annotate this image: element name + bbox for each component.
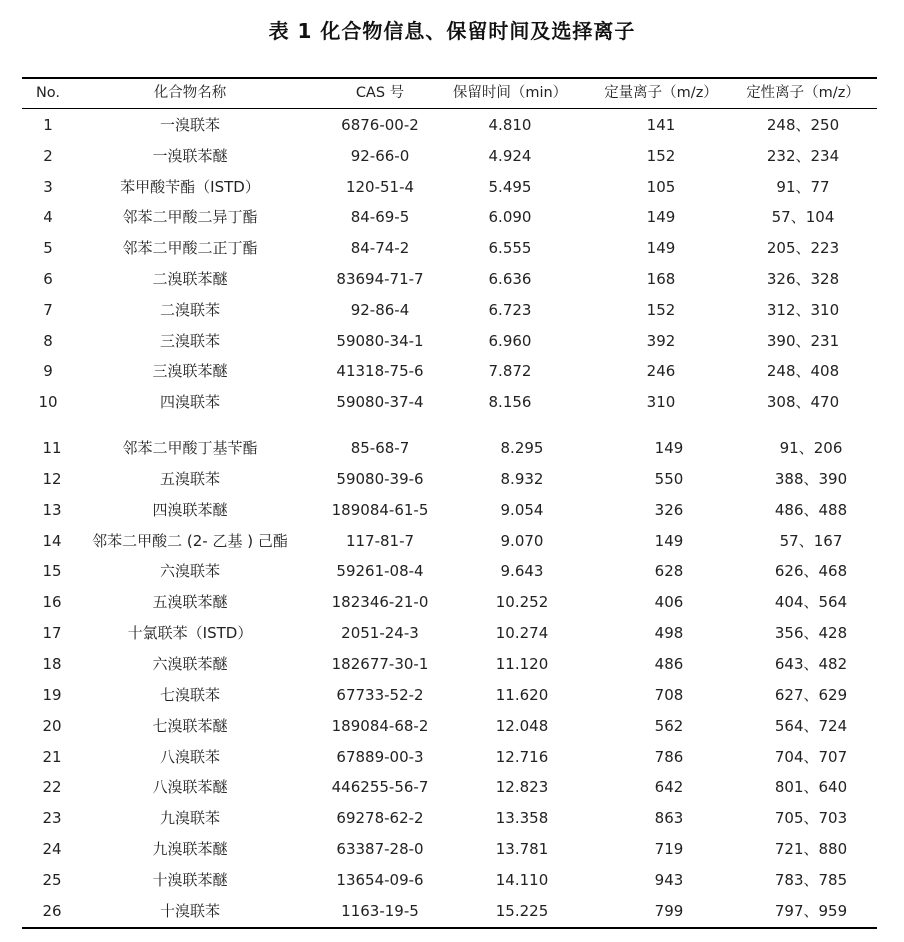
cell-quantifier-ion: 310 [646, 393, 676, 412]
cell-retention-time: 10.252 [495, 593, 549, 612]
cell-retention-time: 6.960 [488, 331, 532, 350]
cell-retention-time: 8.932 [500, 469, 544, 488]
cell-quantifier-ion: 149 [654, 439, 684, 457]
cell-quantifier-ion: 708 [654, 685, 684, 704]
cell-cas-number: 117-81-7 [345, 531, 415, 550]
cell-no: 10 [38, 393, 58, 412]
cell-compound-name: 三溴联苯 [159, 331, 220, 350]
cell-retention-time: 14.110 [495, 870, 549, 889]
cell-no: 13 [42, 500, 62, 519]
cell-no: 23 [42, 809, 62, 828]
cell-quantifier-ion: 550 [654, 469, 684, 488]
cell-compound-name: 八溴联苯醚 [152, 778, 228, 797]
table-row [0, 680, 904, 710]
cell-qualifier-ions: 205、223 [766, 239, 840, 258]
cell-retention-time: 12.048 [495, 716, 549, 735]
cell-compound-name: 九溴联苯 [159, 809, 220, 828]
cell-compound-name: 五溴联苯 [159, 469, 220, 488]
cell-compound-name: 十氯联苯（ISTD） [127, 624, 253, 643]
cell-cas-number: 67733-52-2 [336, 685, 424, 704]
table-row [0, 326, 904, 356]
cell-qualifier-ions: 783、785 [774, 870, 848, 889]
cell-quantifier-ion: 326 [654, 500, 684, 519]
cell-compound-name: 一溴联苯醚 [152, 146, 228, 165]
cell-qualifier-ions: 326、328 [766, 270, 840, 288]
cell-no: 6 [43, 270, 53, 288]
header-retention-time: 保留时间（min） [452, 85, 568, 101]
cell-qualifier-ions: 91、206 [779, 439, 843, 457]
cell-cas-number: 84-74-2 [350, 239, 410, 258]
cell-cas-number: 59080-39-6 [336, 469, 424, 488]
table-bottom-rule [22, 927, 877, 929]
cell-quantifier-ion: 642 [654, 778, 684, 797]
cell-compound-name: 三溴联苯醚 [152, 362, 228, 381]
table-row [0, 526, 904, 556]
cell-compound-name: 邻苯二甲酸丁基苄酯 [122, 439, 258, 457]
table-row [0, 110, 904, 140]
cell-compound-name: 六溴联苯 [159, 562, 220, 581]
cell-retention-time: 11.120 [495, 654, 549, 673]
cell-qualifier-ions: 404、564 [774, 593, 848, 612]
cell-cas-number: 92-66-0 [350, 146, 410, 165]
cell-qualifier-ions: 308、470 [766, 393, 840, 412]
table-row [0, 495, 904, 525]
cell-no: 21 [42, 747, 62, 766]
table-row [0, 172, 904, 202]
cell-no: 9 [43, 362, 53, 381]
cell-qualifier-ions: 248、250 [766, 116, 840, 134]
cell-compound-name: 二溴联苯 [159, 300, 220, 319]
table-row [0, 772, 904, 802]
cell-no: 24 [42, 840, 62, 859]
cell-cas-number: 189084-61-5 [331, 500, 429, 519]
cell-retention-time: 13.781 [495, 840, 549, 859]
cell-no: 8 [43, 331, 53, 350]
header-qualifier-ions: 定性离子（m/z） [746, 85, 860, 101]
cell-compound-name: 八溴联苯 [159, 747, 220, 766]
cell-compound-name: 十溴联苯醚 [152, 870, 228, 889]
table-row [0, 387, 904, 417]
header-cas-number: CAS 号 [355, 85, 405, 101]
cell-retention-time: 10.274 [495, 624, 549, 643]
cell-compound-name: 邻苯二甲酸二正丁酯 [122, 239, 258, 258]
table-row [0, 896, 904, 926]
table-row [0, 202, 904, 232]
cell-quantifier-ion: 149 [646, 208, 676, 227]
cell-no: 2 [43, 146, 53, 165]
cell-cas-number: 1163-19-5 [341, 901, 419, 920]
cell-retention-time: 7.872 [488, 362, 532, 381]
cell-compound-name: 邻苯二甲酸二 (2- 乙基 ) 己酯 [92, 531, 288, 550]
table-row [0, 433, 904, 463]
cell-no: 22 [42, 778, 62, 797]
cell-qualifier-ions: 91、77 [776, 177, 830, 196]
cell-cas-number: 85-68-7 [350, 439, 410, 457]
table-row [0, 464, 904, 494]
cell-quantifier-ion: 628 [654, 562, 684, 581]
cell-qualifier-ions: 564、724 [774, 716, 848, 735]
cell-quantifier-ion: 392 [646, 331, 676, 350]
cell-retention-time: 5.495 [488, 177, 532, 196]
cell-cas-number: 83694-71-7 [336, 270, 424, 288]
cell-no: 15 [42, 562, 62, 581]
cell-quantifier-ion: 486 [654, 654, 684, 673]
cell-retention-time: 4.810 [488, 116, 532, 134]
cell-no: 11 [42, 439, 62, 457]
cell-cas-number: 67889-00-3 [336, 747, 424, 766]
cell-retention-time: 9.070 [500, 531, 544, 550]
cell-no: 26 [42, 901, 62, 920]
cell-quantifier-ion: 562 [654, 716, 684, 735]
cell-retention-time: 6.636 [488, 270, 532, 288]
cell-compound-name: 二溴联苯醚 [152, 270, 228, 288]
cell-cas-number: 120-51-4 [345, 177, 415, 196]
cell-quantifier-ion: 152 [646, 300, 676, 319]
cell-cas-number: 59080-37-4 [336, 393, 424, 412]
cell-no: 17 [42, 624, 62, 643]
cell-quantifier-ion: 406 [654, 593, 684, 612]
cell-compound-name: 六溴联苯醚 [152, 654, 228, 673]
table-title: 表 1 化合物信息、保留时间及选择离子 [268, 19, 636, 43]
table-row [0, 834, 904, 864]
header-quantifier-ion: 定量离子（m/z） [604, 85, 718, 101]
cell-retention-time: 12.716 [495, 747, 549, 766]
cell-retention-time: 15.225 [495, 901, 549, 920]
cell-retention-time: 6.555 [488, 239, 532, 258]
cell-quantifier-ion: 141 [646, 116, 676, 134]
table-header [0, 79, 904, 108]
cell-qualifier-ions: 232、234 [766, 146, 840, 165]
cell-cas-number: 182346-21-0 [331, 593, 429, 612]
cell-qualifier-ions: 390、231 [766, 331, 840, 350]
cell-no: 20 [42, 716, 62, 735]
header-no: No. [35, 85, 61, 101]
cell-qualifier-ions: 643、482 [774, 654, 848, 673]
cell-quantifier-ion: 246 [646, 362, 676, 381]
cell-retention-time: 8.156 [488, 393, 532, 412]
table-row [0, 587, 904, 617]
cell-no: 18 [42, 654, 62, 673]
cell-quantifier-ion: 149 [654, 531, 684, 550]
cell-qualifier-ions: 356、428 [774, 624, 848, 643]
cell-cas-number: 41318-75-6 [336, 362, 424, 381]
cell-no: 3 [43, 177, 53, 196]
cell-cas-number: 59080-34-1 [336, 331, 424, 350]
cell-qualifier-ions: 388、390 [774, 469, 848, 488]
table-row [0, 356, 904, 386]
cell-quantifier-ion: 498 [654, 624, 684, 643]
cell-no: 25 [42, 870, 62, 889]
cell-qualifier-ions: 721、880 [774, 840, 848, 859]
cell-no: 4 [43, 208, 53, 227]
table-row [0, 556, 904, 586]
cell-no: 19 [42, 685, 62, 704]
cell-retention-time: 6.090 [488, 208, 532, 227]
table-row [0, 295, 904, 325]
table-row [0, 803, 904, 833]
cell-qualifier-ions: 704、707 [774, 747, 848, 766]
cell-retention-time: 8.295 [500, 439, 544, 457]
cell-cas-number: 84-69-5 [350, 208, 410, 227]
cell-qualifier-ions: 627、629 [774, 685, 848, 704]
cell-no: 1 [43, 116, 53, 134]
cell-retention-time: 9.054 [500, 500, 544, 519]
cell-cas-number: 92-86-4 [350, 300, 410, 319]
cell-qualifier-ions: 57、167 [779, 531, 843, 550]
cell-cas-number: 63387-28-0 [336, 840, 424, 859]
cell-compound-name: 五溴联苯醚 [152, 593, 228, 612]
cell-cas-number: 446255-56-7 [331, 778, 429, 797]
cell-compound-name: 四溴联苯 [159, 393, 220, 412]
cell-qualifier-ions: 57、104 [771, 208, 835, 227]
cell-qualifier-ions: 626、468 [774, 562, 848, 581]
table-row [0, 649, 904, 679]
table-row [0, 865, 904, 895]
cell-quantifier-ion: 943 [654, 870, 684, 889]
cell-quantifier-ion: 863 [654, 809, 684, 828]
header-compound-name: 化合物名称 [153, 85, 227, 101]
table-row [0, 618, 904, 648]
cell-compound-name: 十溴联苯 [159, 901, 220, 920]
cell-cas-number: 2051-24-3 [341, 624, 419, 643]
table-row [0, 141, 904, 171]
cell-cas-number: 59261-08-4 [336, 562, 424, 581]
cell-cas-number: 69278-62-2 [336, 809, 424, 828]
cell-compound-name: 邻苯二甲酸二异丁酯 [122, 208, 258, 227]
cell-retention-time: 4.924 [488, 146, 532, 165]
table-row [0, 711, 904, 741]
cell-retention-time: 9.643 [500, 562, 544, 581]
cell-qualifier-ions: 801、640 [774, 778, 848, 797]
cell-qualifier-ions: 705、703 [774, 809, 848, 828]
cell-no: 5 [43, 239, 53, 258]
cell-no: 12 [42, 469, 62, 488]
cell-no: 7 [43, 300, 53, 319]
cell-quantifier-ion: 799 [654, 901, 684, 920]
cell-qualifier-ions: 797、959 [774, 901, 848, 920]
cell-no: 16 [42, 593, 62, 612]
cell-retention-time: 13.358 [495, 809, 549, 828]
cell-quantifier-ion: 168 [646, 270, 676, 288]
cell-compound-name: 一溴联苯 [159, 116, 220, 134]
cell-quantifier-ion: 152 [646, 146, 676, 165]
cell-no: 14 [42, 531, 62, 550]
cell-compound-name: 苯甲酸苄酯（ISTD） [120, 177, 260, 196]
cell-cas-number: 13654-09-6 [336, 870, 424, 889]
table-row [0, 264, 904, 294]
table-row [0, 742, 904, 772]
cell-cas-number: 182677-30-1 [331, 654, 429, 673]
cell-compound-name: 七溴联苯醚 [152, 716, 228, 735]
table-header-rule [22, 108, 877, 109]
cell-quantifier-ion: 105 [646, 177, 676, 196]
cell-qualifier-ions: 248、408 [766, 362, 840, 381]
cell-retention-time: 6.723 [488, 300, 532, 319]
cell-quantifier-ion: 786 [654, 747, 684, 766]
cell-quantifier-ion: 149 [646, 239, 676, 258]
cell-cas-number: 189084-68-2 [331, 716, 429, 735]
table-row [0, 233, 904, 263]
cell-quantifier-ion: 719 [654, 840, 684, 859]
cell-retention-time: 11.620 [495, 685, 549, 704]
cell-retention-time: 12.823 [495, 778, 549, 797]
cell-cas-number: 6876-00-2 [341, 116, 419, 134]
cell-compound-name: 四溴联苯醚 [152, 500, 228, 519]
cell-compound-name: 九溴联苯醚 [152, 840, 228, 859]
cell-qualifier-ions: 486、488 [774, 500, 848, 519]
cell-compound-name: 七溴联苯 [159, 685, 220, 704]
cell-qualifier-ions: 312、310 [766, 300, 840, 319]
